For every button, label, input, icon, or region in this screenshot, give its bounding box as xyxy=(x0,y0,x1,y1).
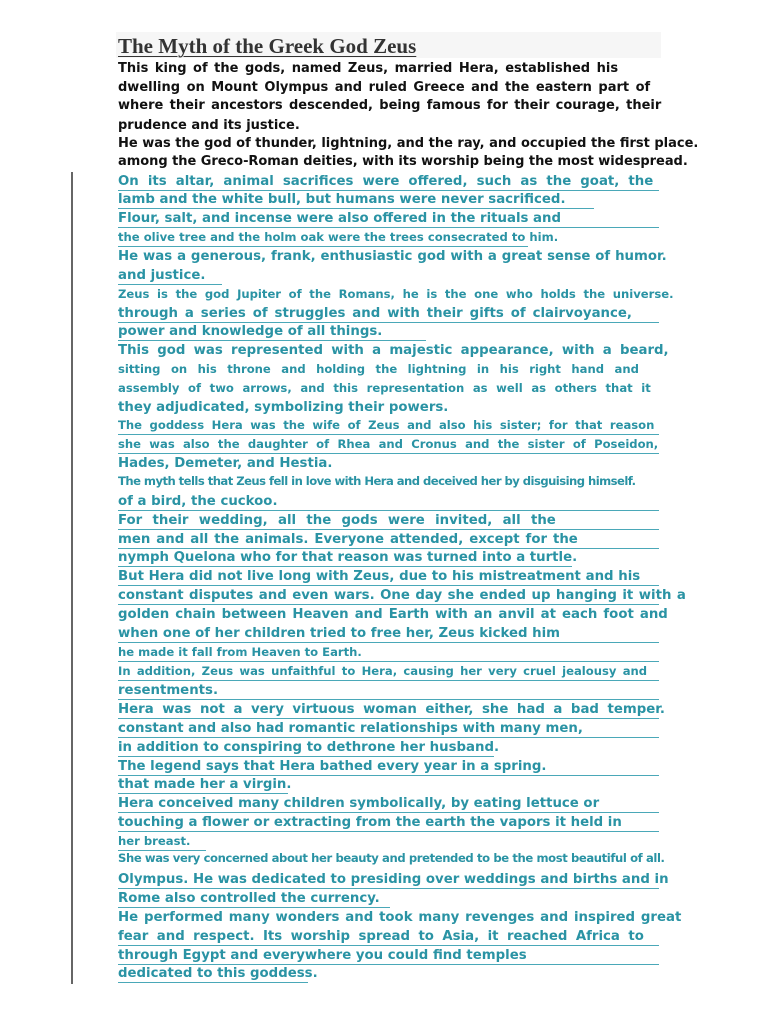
text-line: Zeus is the god Jupiter of the Romans, he is the one who holds the universe. xyxy=(118,287,674,301)
line-underline xyxy=(118,699,659,700)
text-line: The goddess Hera was the wife of Zeus and also his sister; for that reason xyxy=(118,418,655,432)
text-line: constant and also had romantic relationships with many men, xyxy=(118,721,583,736)
text-line: dedicated to this goddess. xyxy=(118,966,318,981)
line-underline xyxy=(118,227,659,228)
line-underline xyxy=(118,982,308,983)
line-underline xyxy=(118,510,659,511)
line-underline xyxy=(118,434,659,435)
line-underline xyxy=(118,322,659,323)
text-line: dwelling on Mount Olympus and ruled Greece and the eastern part of xyxy=(118,80,651,95)
line-underline xyxy=(118,453,659,454)
line-underline xyxy=(118,680,659,681)
line-underline xyxy=(118,945,659,946)
text-line: assembly of two arrows, and this representation as well as others that it xyxy=(118,381,651,395)
text-line: through Egypt and everywhere you could find temples xyxy=(118,948,527,963)
left-margin-rule xyxy=(71,172,73,984)
text-line: Hera was not a very virtuous woman either, she had a bad temper. xyxy=(118,702,665,717)
line-underline xyxy=(118,907,390,908)
text-line: of a bird, the cuckoo. xyxy=(118,494,278,509)
text-line: the olive tree and the holm oak were the trees consecrated to him. xyxy=(118,230,559,244)
text-line: prudence and its justice. xyxy=(118,118,300,133)
text-line: they adjudicated, symbolizing their powers. xyxy=(118,400,449,415)
text-line: fear and respect. Its worship spread to Asia, it reached Africa to xyxy=(118,929,644,944)
text-line: her breast. xyxy=(118,834,191,848)
text-line: She was very concerned about her beauty and pretended to be the most beautiful of all. xyxy=(118,851,665,865)
text-line: Olympus. He was dedicated to presiding over weddings and births and in xyxy=(118,872,669,887)
text-line: men and all the animals. Everyone attended, except for the xyxy=(118,532,578,547)
line-underline xyxy=(118,793,288,794)
line-underline xyxy=(118,718,659,719)
text-line: In addition, Zeus was unfaithful to Hera, causing her very cruel jealousy and xyxy=(118,664,648,678)
line-underline xyxy=(118,585,659,586)
line-underline xyxy=(118,964,659,965)
text-line: nymph Quelona who for that reason was turned into a turtle. xyxy=(118,550,578,565)
text-line: golden chain between Heaven and Earth with an anvil at each foot and xyxy=(118,607,668,622)
text-line: through a series of struggles and with their gifts of clairvoyance, xyxy=(118,306,632,321)
line-underline xyxy=(118,208,594,209)
text-line: Hades, Demeter, and Hestia. xyxy=(118,456,333,471)
line-underline xyxy=(118,190,659,191)
text-line: He was a generous, frank, enthusiastic god with a great sense of humor. xyxy=(118,249,667,264)
line-underline xyxy=(118,831,659,832)
line-underline xyxy=(118,284,222,285)
text-line: sitting on his throne and holding the lightning in his right hand and xyxy=(118,362,639,376)
document-title: The Myth of the Greek God Zeus xyxy=(118,34,417,58)
text-line: he made it fall from Heaven to Earth. xyxy=(118,645,362,659)
line-underline xyxy=(118,756,494,757)
text-line: resentments. xyxy=(118,683,218,698)
text-line: where their ancestors descended, being famous for their courage, their xyxy=(118,98,662,113)
line-underline xyxy=(118,246,528,247)
line-underline xyxy=(118,888,659,889)
text-line: among the Greco-Roman deities, with its worship being the most widespread. xyxy=(118,154,688,169)
text-line: power and knowledge of all things. xyxy=(118,324,383,339)
text-line: This god was represented with a majestic appearance, with a beard, xyxy=(118,343,669,358)
text-line: constant disputes and even wars. One day she ended up hanging it with a xyxy=(118,588,686,603)
text-line: touching a flower or extracting from the earth the vapors it held in xyxy=(118,815,622,830)
line-underline xyxy=(118,737,659,738)
text-line: He performed many wonders and took many revenges and inspired great xyxy=(118,910,682,925)
text-line: This king of the gods, named Zeus, married Hera, established his xyxy=(118,61,619,76)
text-line: On its altar, animal sacrifices were offered, such as the goat, the xyxy=(118,174,654,189)
text-line: The myth tells that Zeus fell in love with Hera and deceived her by disguising himself. xyxy=(118,474,636,488)
line-underline xyxy=(118,529,659,530)
text-line: she was also the daughter of Rhea and Cronus and the sister of Poseidon, xyxy=(118,437,659,451)
text-line: Flour, salt, and incense were also offered in the rituals and xyxy=(118,211,562,226)
text-line: Hera conceived many children symbolically, by eating lettuce or xyxy=(118,796,600,811)
text-line: For their wedding, all the gods were invited, all the xyxy=(118,513,556,528)
line-underline xyxy=(118,812,659,813)
text-line: Rome also controlled the currency. xyxy=(118,891,380,906)
line-underline xyxy=(118,566,572,567)
text-line: But Hera did not live long with Zeus, due to his mistreatment and his xyxy=(118,569,641,584)
line-underline xyxy=(118,642,659,643)
line-underline xyxy=(118,548,659,549)
line-underline xyxy=(118,775,659,776)
text-line: that made her a virgin. xyxy=(118,777,292,792)
text-line: in addition to conspiring to dethrone her husband. xyxy=(118,740,500,755)
line-underline xyxy=(118,661,659,662)
line-underline xyxy=(118,604,659,605)
text-line: He was the god of thunder, lightning, and the ray, and occupied the first place. xyxy=(118,136,699,151)
text-line: and justice. xyxy=(118,268,206,283)
text-line: The legend says that Hera bathed every year in a spring. xyxy=(118,759,547,774)
text-line: when one of her children tried to free her, Zeus kicked him xyxy=(118,626,561,641)
text-line: lamb and the white bull, but humans were never sacrificed. xyxy=(118,192,566,207)
line-underline xyxy=(118,340,426,341)
